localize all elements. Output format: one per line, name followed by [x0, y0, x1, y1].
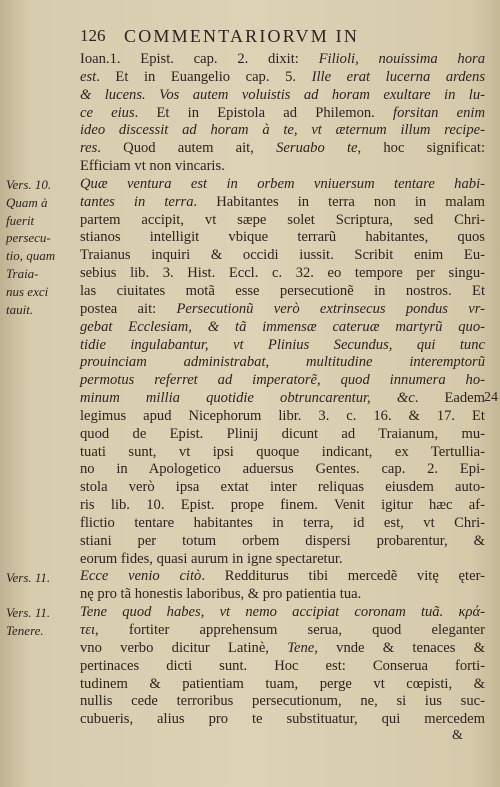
text-segment: , hoc significat:: [357, 140, 485, 157]
text-segment: ideo discessit ad horam à te, vt æternum illum recipe-: [80, 122, 485, 139]
text-segment: postea ait:: [80, 300, 177, 317]
text-line: [80, 158, 485, 176]
text-segment: ce eius: [80, 104, 135, 121]
text-segment: Seruabo te: [276, 140, 358, 157]
text-line: [80, 711, 485, 729]
text-segment: quod de Epist. Plinij dicunt ad Traianum, mu-: [80, 425, 485, 442]
text-segment: tidie ingulabantur, vt Plinius Secundus, qui tunc: [80, 336, 485, 353]
text-segment: tudinem & patientiam tuam, perge vt cœpisti, &: [80, 675, 485, 692]
text-line: [80, 140, 485, 158]
text-line: [80, 658, 485, 676]
text-segment: . Habitantes in terra non in malam: [193, 193, 485, 210]
text-segment: legimus apud Nicephorum libr. 3. c. 16. & 17. Et: [80, 407, 485, 424]
text-segment: no in Apologetico aduersus Gentes. cap. 2. Epi-: [80, 461, 485, 478]
text-segment: vno verbo dicitur Latinè,: [80, 639, 288, 656]
text-line: [80, 229, 485, 247]
text-segment: partem accipit, vt sæpe solet Scriptura, sed Chri-: [80, 211, 485, 228]
text-segment: permotus referret ad imperatorẽ, quod innumera ho-: [80, 372, 485, 389]
text-line: [80, 319, 485, 337]
text-line: [80, 265, 485, 283]
text-segment: Efficiam vt non vincaris.: [80, 158, 225, 175]
text-line: [80, 426, 485, 444]
text-line: [80, 444, 485, 462]
text-line: [80, 122, 485, 140]
text-segment: Quæ ventura est in orbem vniuersum tentare habi-: [80, 175, 485, 192]
margin-note-line: Vers. 11.: [6, 569, 51, 585]
margin-note-line: tio, quam: [6, 248, 56, 264]
text-line: [80, 69, 485, 87]
margin-note-line: tauit.: [6, 301, 34, 317]
text-line: [80, 497, 485, 515]
text-line: [80, 283, 485, 301]
margin-note-line: fuerit: [6, 212, 35, 228]
text-segment: est: [80, 68, 97, 85]
text-segment: tantes in terra: [80, 193, 194, 210]
text-line: [80, 354, 485, 372]
text-line: [80, 194, 485, 212]
text-segment: nullis cede terroribus persecutionum, ne, si ius suc-: [80, 693, 485, 710]
text-segment: . Et in Epistola ad Philemon.: [134, 104, 394, 121]
text-line: [80, 212, 485, 230]
text-segment: pertinaces dicti sunt. Hoc est: Conserua forti-: [80, 657, 485, 674]
text-line: [80, 372, 485, 390]
margin-note-line: Traia-: [6, 266, 39, 282]
text-line: [80, 676, 485, 694]
margin-note-line: Tenere.: [6, 623, 44, 639]
right-margin-number: 24: [484, 390, 498, 406]
page-number: 126: [80, 26, 106, 45]
text-segment: prouinciam administrabat, multitudine interemptorũ: [80, 354, 485, 371]
text-segment: nę pro tã honestis laboribus, & pro patientia tua.: [80, 586, 362, 603]
text-segment: Tene: [287, 639, 315, 656]
text-segment: eorum fides, quasi aurum in igne spectaretur.: [80, 550, 343, 567]
catchword: &: [452, 728, 463, 743]
text-segment: Ioan.1. Epist. cap. 2. dixit:: [80, 51, 319, 67]
text-segment: Filioli, nouissima hora: [318, 51, 485, 67]
text-segment: Ille erat lucerna ardens: [311, 68, 486, 85]
text-segment: stiani per totum orbem dispersi probarentur, &: [80, 532, 485, 549]
text-segment: . Eadem: [414, 390, 485, 407]
text-segment: las ciuitates motã esse persecutionẽ in nostros. Et: [80, 282, 485, 299]
margin-note-line: Vers. 10.: [6, 176, 52, 192]
text-segment: τει: [80, 622, 96, 638]
text-segment: flictio tentare habitantes in terra, id est, vt Chri-: [80, 514, 485, 531]
text-segment: minum millia quotidie obtruncarentur, &c: [80, 390, 415, 407]
text-line: [80, 176, 485, 194]
text-segment: , fortiter apprehensum serua, quod eleganter: [95, 622, 485, 638]
text-segment: . Redditurus tibi mercedẽ vitę ęter-: [201, 568, 485, 585]
text-segment: Traianus inquiri & occidi iussit. Scribit enim Eu-: [80, 247, 485, 264]
text-line: [80, 604, 485, 622]
text-segment: tuati sunt, vt ipsi quoque indicant, ex Tertullia-: [80, 443, 485, 460]
text-segment: Ecce venio citò: [80, 568, 202, 585]
margin-note: [6, 569, 74, 587]
text-line: [80, 87, 485, 105]
text-segment: gebat Ecclesiam, & tã immensæ cateruæ martyrũ quo-: [80, 318, 485, 335]
running-title: COMMENTARIORVM IN: [124, 26, 360, 46]
main-text-column: [80, 51, 485, 729]
text-segment: forsitan enim: [393, 104, 485, 121]
text-segment: . Et in Euangelio cap. 5.: [96, 68, 312, 85]
text-line: [80, 479, 485, 497]
text-line: [80, 568, 485, 586]
running-header: [80, 26, 480, 48]
text-segment: stianos intelligit vbique terrarũ habitantes, quos: [80, 229, 485, 246]
margin-note-line: Vers. 11.: [6, 605, 51, 621]
text-line: [80, 586, 485, 604]
text-line: [80, 640, 485, 658]
text-segment: Tene quod habes, vt nemo accipiat coronam tuã. κρά-: [80, 604, 485, 621]
text-line: [80, 515, 485, 533]
text-line: [80, 693, 485, 711]
text-segment: , vnde & tenaces &: [314, 639, 485, 656]
margin-note-line: persecu-: [6, 230, 51, 246]
text-line: [80, 408, 485, 426]
text-line: [80, 51, 485, 69]
text-line: [80, 622, 485, 640]
text-line: [80, 105, 485, 123]
text-segment: ris lib. 10. Epist. prope finem. Venit igitur hæc af-: [80, 497, 485, 514]
text-line: [80, 390, 485, 408]
text-line: [80, 533, 485, 551]
margin-note: [6, 176, 74, 319]
margin-note: [6, 604, 74, 640]
text-line: [80, 301, 485, 319]
text-segment: & lucens. Vos autem voluistis ad horam exultare in lu-: [80, 86, 485, 103]
text-line: [80, 551, 485, 569]
text-segment: . Quod autem ait,: [97, 140, 277, 157]
margin-note-line: Quam à: [6, 194, 48, 210]
text-line: [80, 247, 485, 265]
text-segment: Persecutionũ verò extrinsecus pondus vr-: [176, 300, 485, 317]
margin-note-line: nus exci: [6, 284, 49, 299]
text-segment: sebius lib. 3. Hist. Eccl. c. 32. eo tempore per singu-: [80, 265, 485, 282]
text-line: [80, 461, 485, 479]
text-line: [80, 337, 485, 355]
text-segment: stola verò ipsa extat inter reliquas eiusdem auto-: [80, 479, 485, 496]
text-segment: cubueris, alius pro te substituatur, qui mercedem: [80, 711, 485, 728]
text-segment: res: [80, 140, 98, 157]
